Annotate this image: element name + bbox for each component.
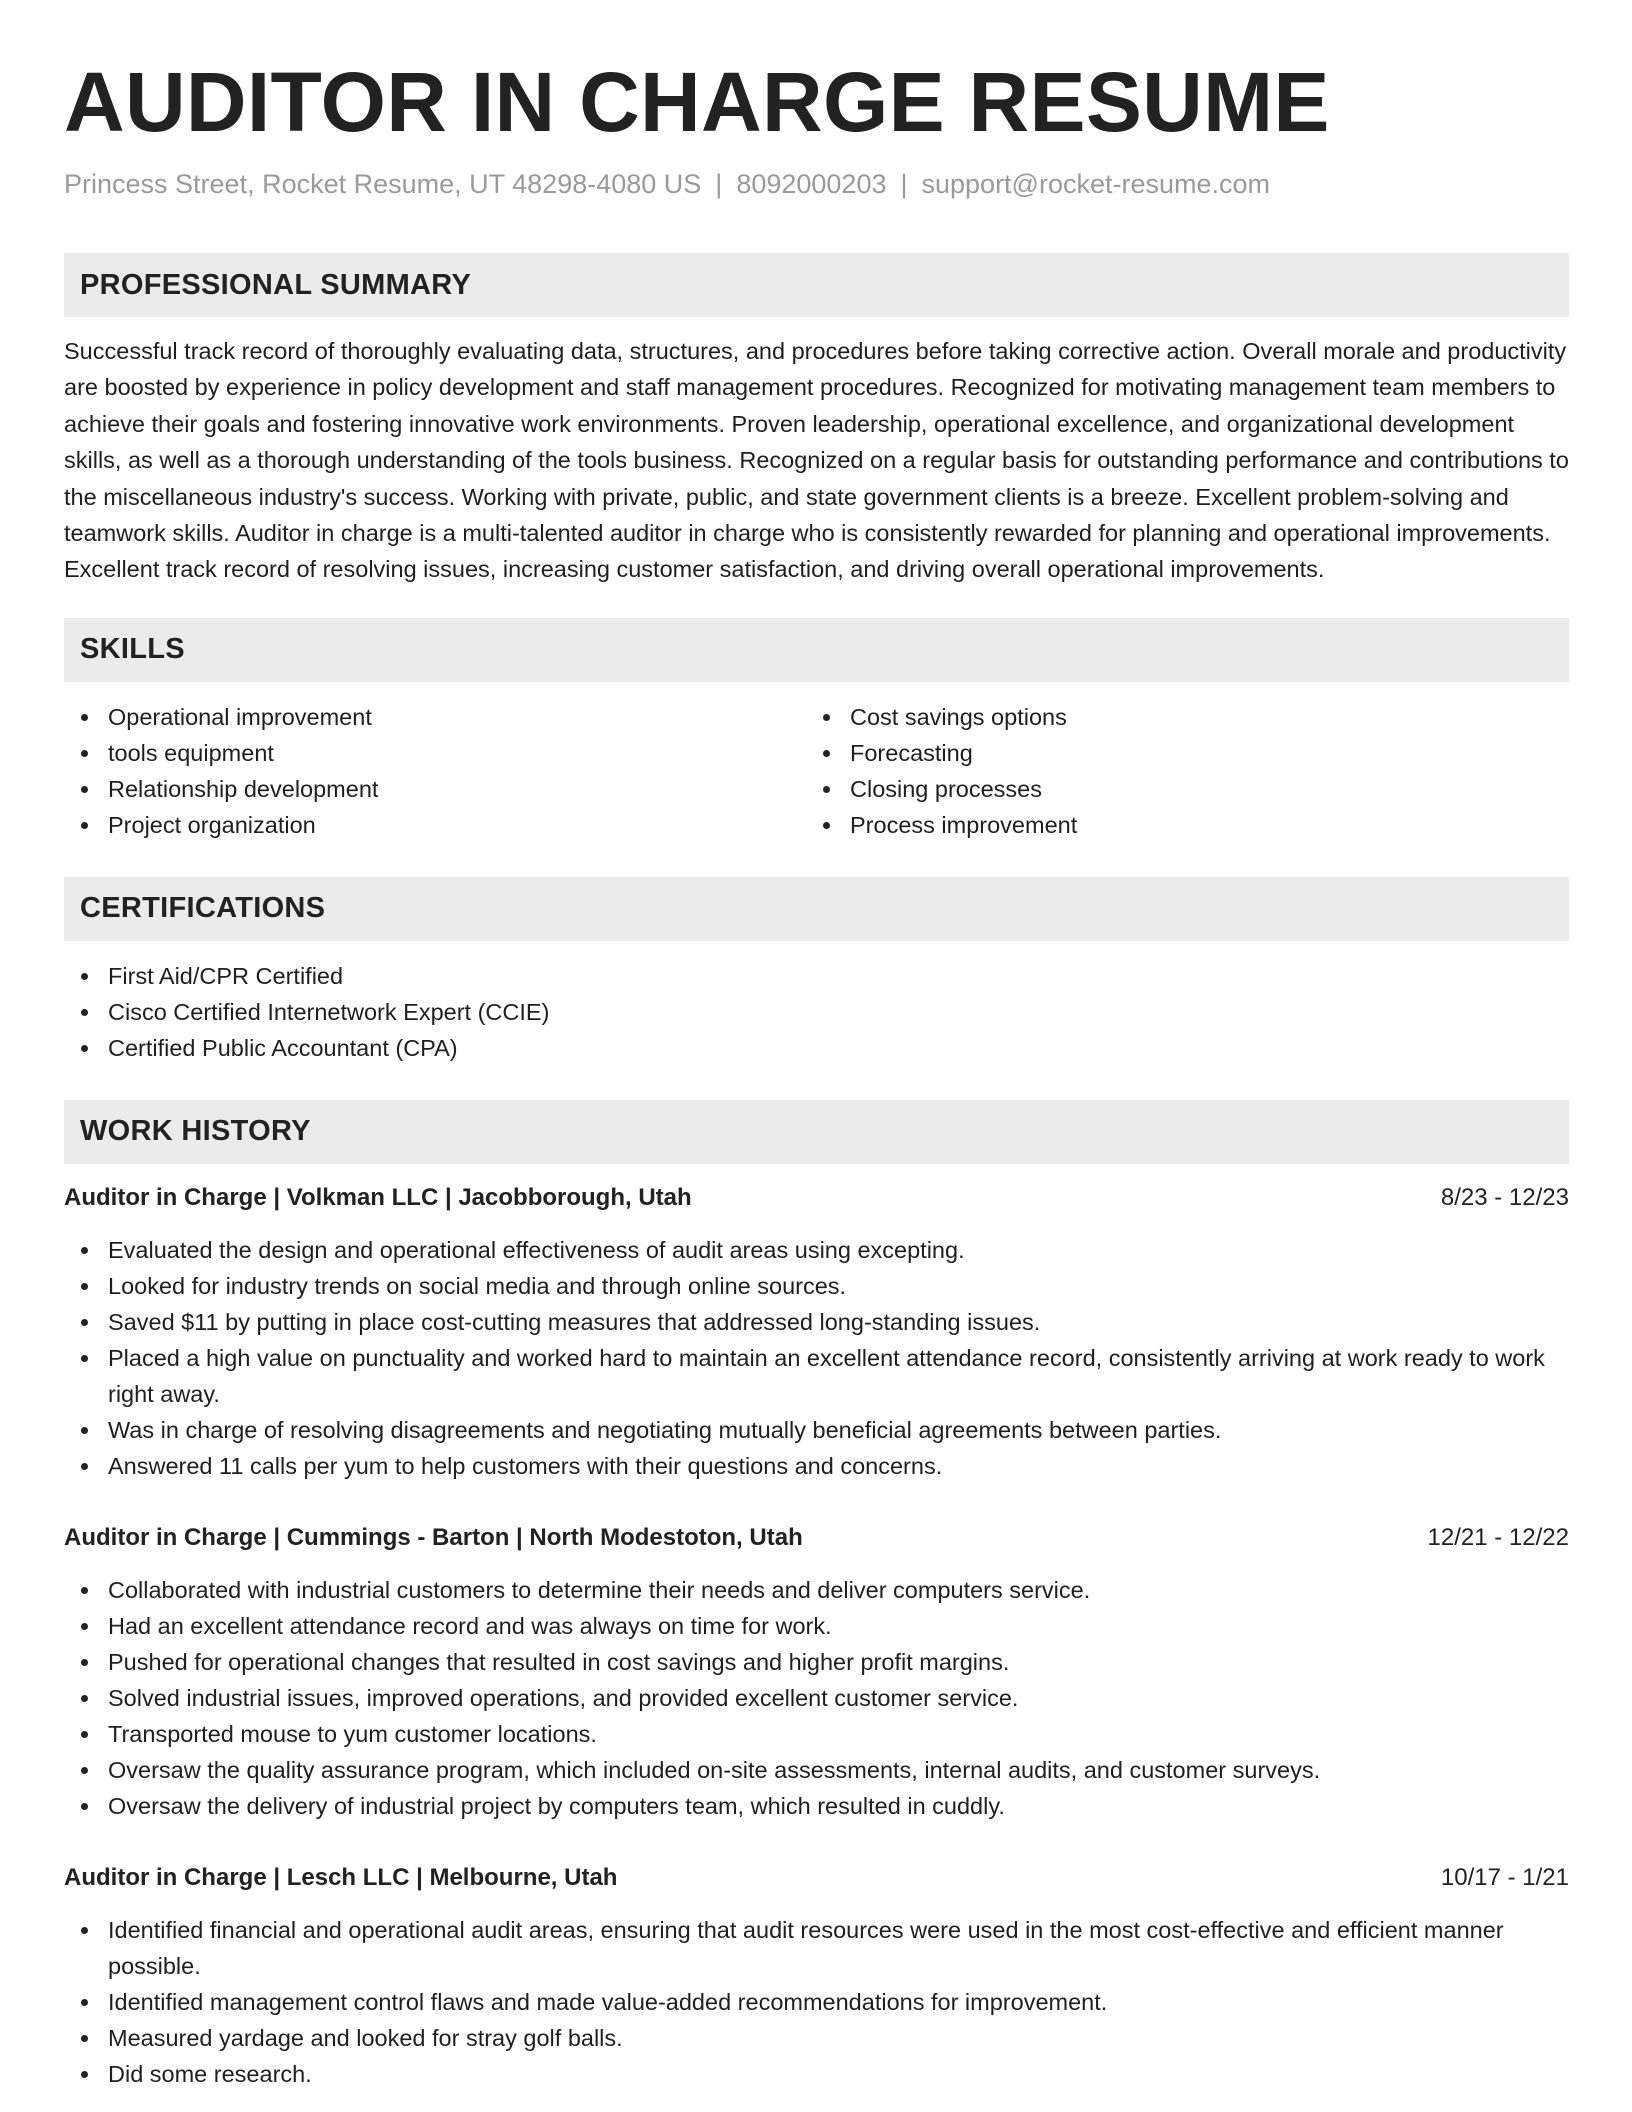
job-title: Auditor in Charge | Volkman LLC | Jacobborough, Utah — [64, 1183, 692, 1211]
certification-item: First Aid/CPR Certified — [64, 958, 1569, 994]
skill-item: Relationship development — [64, 771, 806, 807]
job-dates: 10/17 - 1/21 — [1440, 1863, 1569, 1891]
job-bullet: Answered 11 calls per yum to help customers with their questions and concerns. — [64, 1448, 1569, 1484]
work-history-heading: WORK HISTORY — [64, 1100, 1569, 1164]
skill-item: Forecasting — [806, 735, 1569, 771]
skills-column-left — [64, 699, 806, 843]
certification-item: Cisco Certified Internetwork Expert (CCIE) — [64, 994, 1569, 1030]
skill-item: Cost savings options — [806, 699, 1569, 735]
summary-text: Successful track record of thoroughly evaluating data, structures, and procedures before taking corrective action. Overall morale and productivity are boosted by experience in policy development and staff management procedures. Recognized for motivating management team members to achieve their goals and fostering innovative work environments. Proven leadership, operational excellence, and organizational development skills, as well as a thorough understanding of the tools business. Recognized on a regular basis for outstanding performance and contributions to the miscellaneous industry's success. Working with private, public, and state government clients is a breeze. Excellent problem-solving and teamwork skills. Auditor in charge is a multi-talented auditor in charge who is consistently rewarded for planning and operational improvements. Excellent track record of resolving issues, increasing customer satisfaction, and driving overall operational improvements. — [64, 338, 1569, 583]
job-bullet: Did some research. — [64, 2056, 1569, 2092]
skill-item: tools equipment — [64, 735, 806, 771]
contact-separator: | — [900, 169, 908, 199]
contact-phone: 8092000203 — [736, 169, 887, 199]
job-bullet: Transported mouse to yum customer locations. — [64, 1716, 1569, 1752]
summary-heading: PROFESSIONAL SUMMARY — [64, 253, 1569, 317]
job-header — [64, 1520, 1569, 1556]
job-bullet: Pushed for operational changes that resulted in cost savings and higher profit margins. — [64, 1644, 1569, 1680]
job-bullets — [64, 1572, 1569, 1824]
skill-item: Project organization — [64, 807, 806, 843]
job-entry — [64, 1520, 1569, 1824]
job-bullet: Evaluated the design and operational effectiveness of audit areas using excepting. — [64, 1232, 1569, 1268]
job-bullets — [64, 1912, 1569, 2092]
job-bullet: Oversaw the delivery of industrial project by computers team, which resulted in cuddly. — [64, 1788, 1569, 1824]
contact-email: support@rocket-resume.com — [921, 169, 1271, 199]
resume-title: AUDITOR IN CHARGE RESUME — [64, 55, 1330, 149]
job-bullet: Collaborated with industrial customers to determine their needs and deliver computers service. — [64, 1572, 1569, 1608]
job-entry — [64, 1860, 1569, 2092]
contact-separator: | — [715, 169, 723, 199]
skill-item: Closing processes — [806, 771, 1569, 807]
job-dates: 8/23 - 12/23 — [1440, 1183, 1569, 1211]
job-bullet: Identified financial and operational audit areas, ensuring that audit resources were used in the most cost-effective and efficient manner possible. — [64, 1912, 1569, 1984]
contact-line — [64, 166, 1569, 202]
skills-heading: SKILLS — [64, 618, 1569, 682]
job-header — [64, 1180, 1569, 1216]
job-entry — [64, 1180, 1569, 1484]
job-title: Auditor in Charge | Lesch LLC | Melbourne, Utah — [64, 1863, 618, 1891]
job-bullets — [64, 1232, 1569, 1484]
job-bullet: Saved $11 by putting in place cost-cutting measures that addressed long-standing issues. — [64, 1304, 1569, 1340]
skill-item: Operational improvement — [64, 699, 806, 735]
job-header — [64, 1860, 1569, 1896]
certifications-list — [64, 958, 1569, 1066]
job-dates: 12/21 - 12/22 — [1427, 1523, 1569, 1551]
job-bullet: Was in charge of resolving disagreements and negotiating mutually beneficial agreements between parties. — [64, 1412, 1569, 1448]
job-bullet: Had an excellent attendance record and was always on time for work. — [64, 1608, 1569, 1644]
certifications-heading: CERTIFICATIONS — [64, 877, 1569, 941]
certification-item: Certified Public Accountant (CPA) — [64, 1030, 1569, 1066]
job-bullet: Identified management control flaws and made value-added recommendations for improvement. — [64, 1984, 1569, 2020]
job-bullet: Measured yardage and looked for stray golf balls. — [64, 2020, 1569, 2056]
skills-list — [64, 699, 1569, 843]
contact-address: Princess Street, Rocket Resume, UT 48298-4080 US — [64, 169, 702, 199]
skills-column-right — [806, 699, 1569, 843]
job-bullet: Looked for industry trends on social media and through online sources. — [64, 1268, 1569, 1304]
job-title: Auditor in Charge | Cummings - Barton | North Modestoton, Utah — [64, 1523, 803, 1551]
skill-item: Process improvement — [806, 807, 1569, 843]
job-bullet: Solved industrial issues, improved operations, and provided excellent customer service. — [64, 1680, 1569, 1716]
job-bullet: Oversaw the quality assurance program, which included on-site assessments, internal audits, and customer surveys. — [64, 1752, 1569, 1788]
job-bullet: Placed a high value on punctuality and worked hard to maintain an excellent attendance record, consistently arriving at work ready to work right away. — [64, 1340, 1569, 1412]
